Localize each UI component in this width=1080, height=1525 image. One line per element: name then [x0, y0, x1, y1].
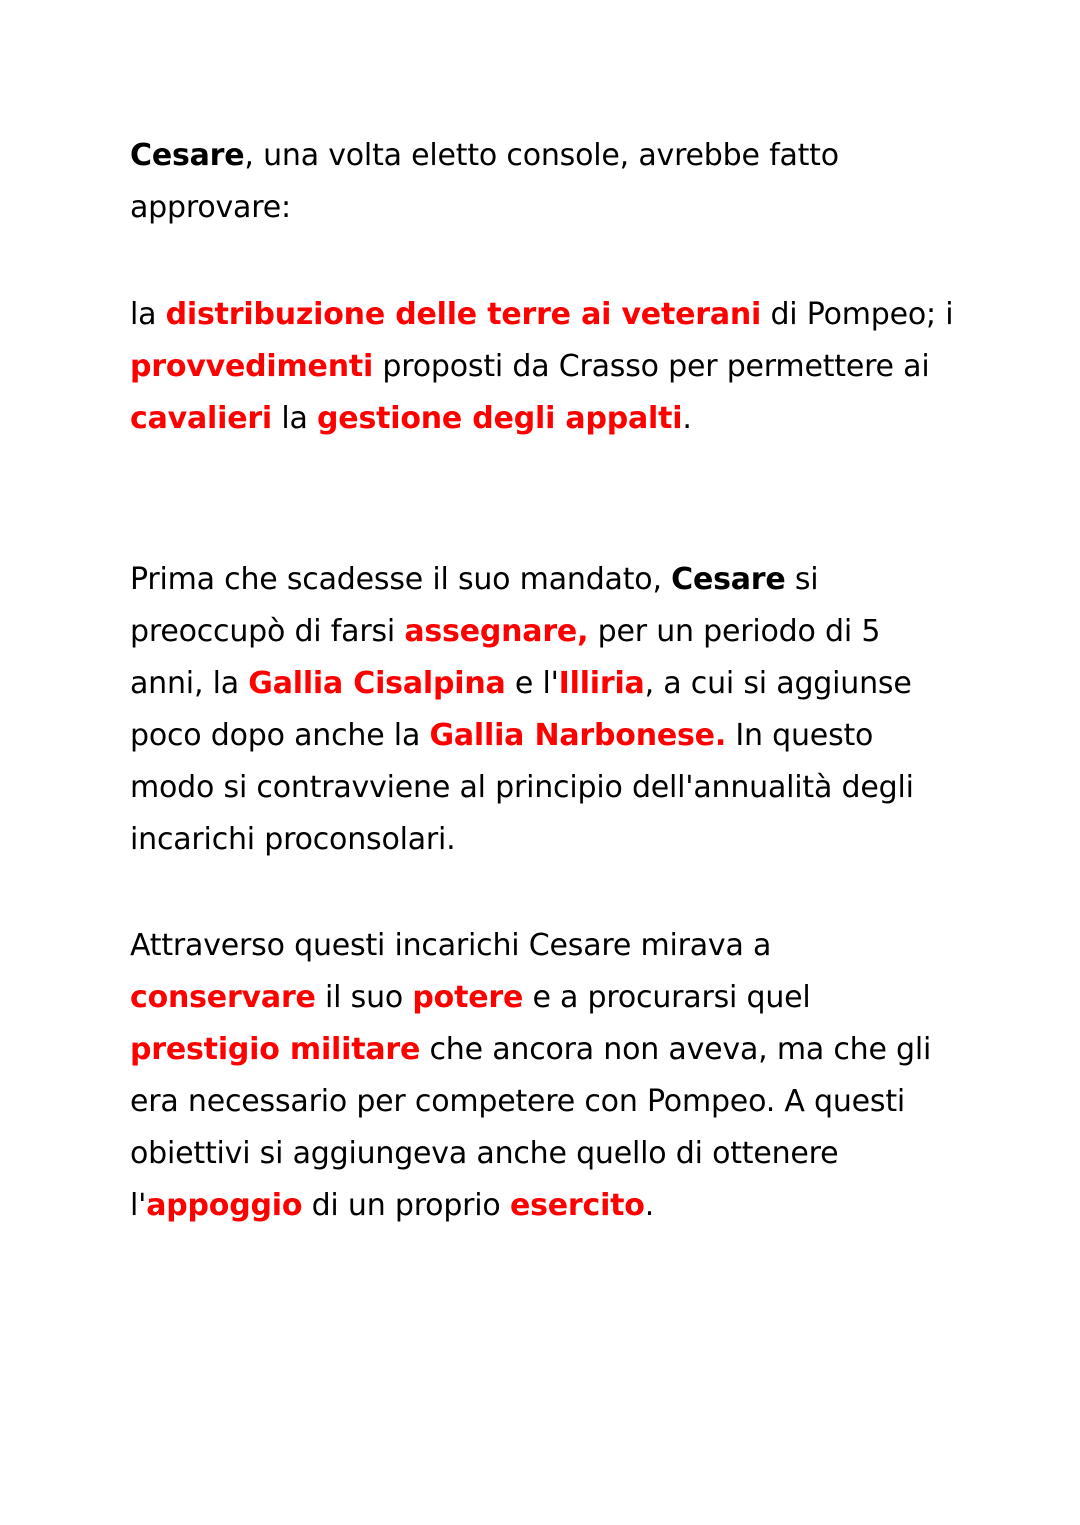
- text-bold: Cesare: [671, 562, 786, 597]
- text-run: la: [272, 401, 318, 436]
- highlight-text: conservare: [130, 980, 316, 1015]
- text-run: si preoccupò di farsi: [130, 562, 819, 649]
- text-run: proposti da Crasso per permettere ai: [373, 349, 930, 384]
- paragraph-mandato-gallia: [130, 554, 960, 866]
- highlight-text: gestione degli appalti: [317, 401, 683, 436]
- text-run: che ancora non aveva, ma che gli era necessario per competere con Pompeo. A questi obiettivi si aggiungeva anche quello di ottenere l': [130, 1032, 932, 1223]
- text-run: , una volta eletto console, avrebbe fatto approvare:: [130, 138, 839, 225]
- text-run: e a procurarsi quel: [523, 980, 811, 1015]
- text-run: la: [130, 297, 166, 332]
- text-run: In questo modo si contravviene al principio dell'annualità degli incarichi proconsolari.: [130, 718, 914, 857]
- text-run: Attraverso questi incarichi Cesare mirava a: [130, 928, 772, 963]
- text-run: di un proprio: [302, 1188, 510, 1223]
- paragraph-cesare-console: [130, 130, 960, 234]
- text-run: per un periodo di 5 anni, la: [130, 614, 881, 701]
- text-run: di Pompeo; i: [761, 297, 954, 332]
- highlight-text: assegnare,: [404, 614, 589, 649]
- paragraph-obiettivi: [130, 920, 960, 1232]
- highlight-text: cavalieri: [130, 401, 273, 436]
- highlight-text: Gallia Narbonese.: [429, 718, 727, 753]
- text-run: .: [644, 1188, 655, 1223]
- text-run: , a cui si aggiunse poco dopo anche la: [130, 666, 912, 753]
- text-run: .: [682, 401, 692, 436]
- highlight-text: appoggio: [146, 1188, 303, 1223]
- paragraph-provvedimenti: [130, 289, 960, 445]
- text-bold: Cesare: [130, 138, 245, 173]
- highlight-text: provvedimenti: [130, 349, 374, 384]
- highlight-text: Gallia Cisalpina: [248, 666, 506, 701]
- text-run: e l': [505, 666, 559, 701]
- highlight-text: potere: [412, 980, 524, 1015]
- highlight-text: prestigio militare: [130, 1032, 421, 1067]
- text-run: Prima che scadesse il suo mandato,: [130, 562, 672, 597]
- highlight-text: Illiria: [558, 666, 645, 701]
- text-run: il suo: [315, 980, 413, 1015]
- highlight-text: distribuzione delle terre ai veterani: [165, 297, 762, 332]
- highlight-text: esercito: [509, 1188, 645, 1223]
